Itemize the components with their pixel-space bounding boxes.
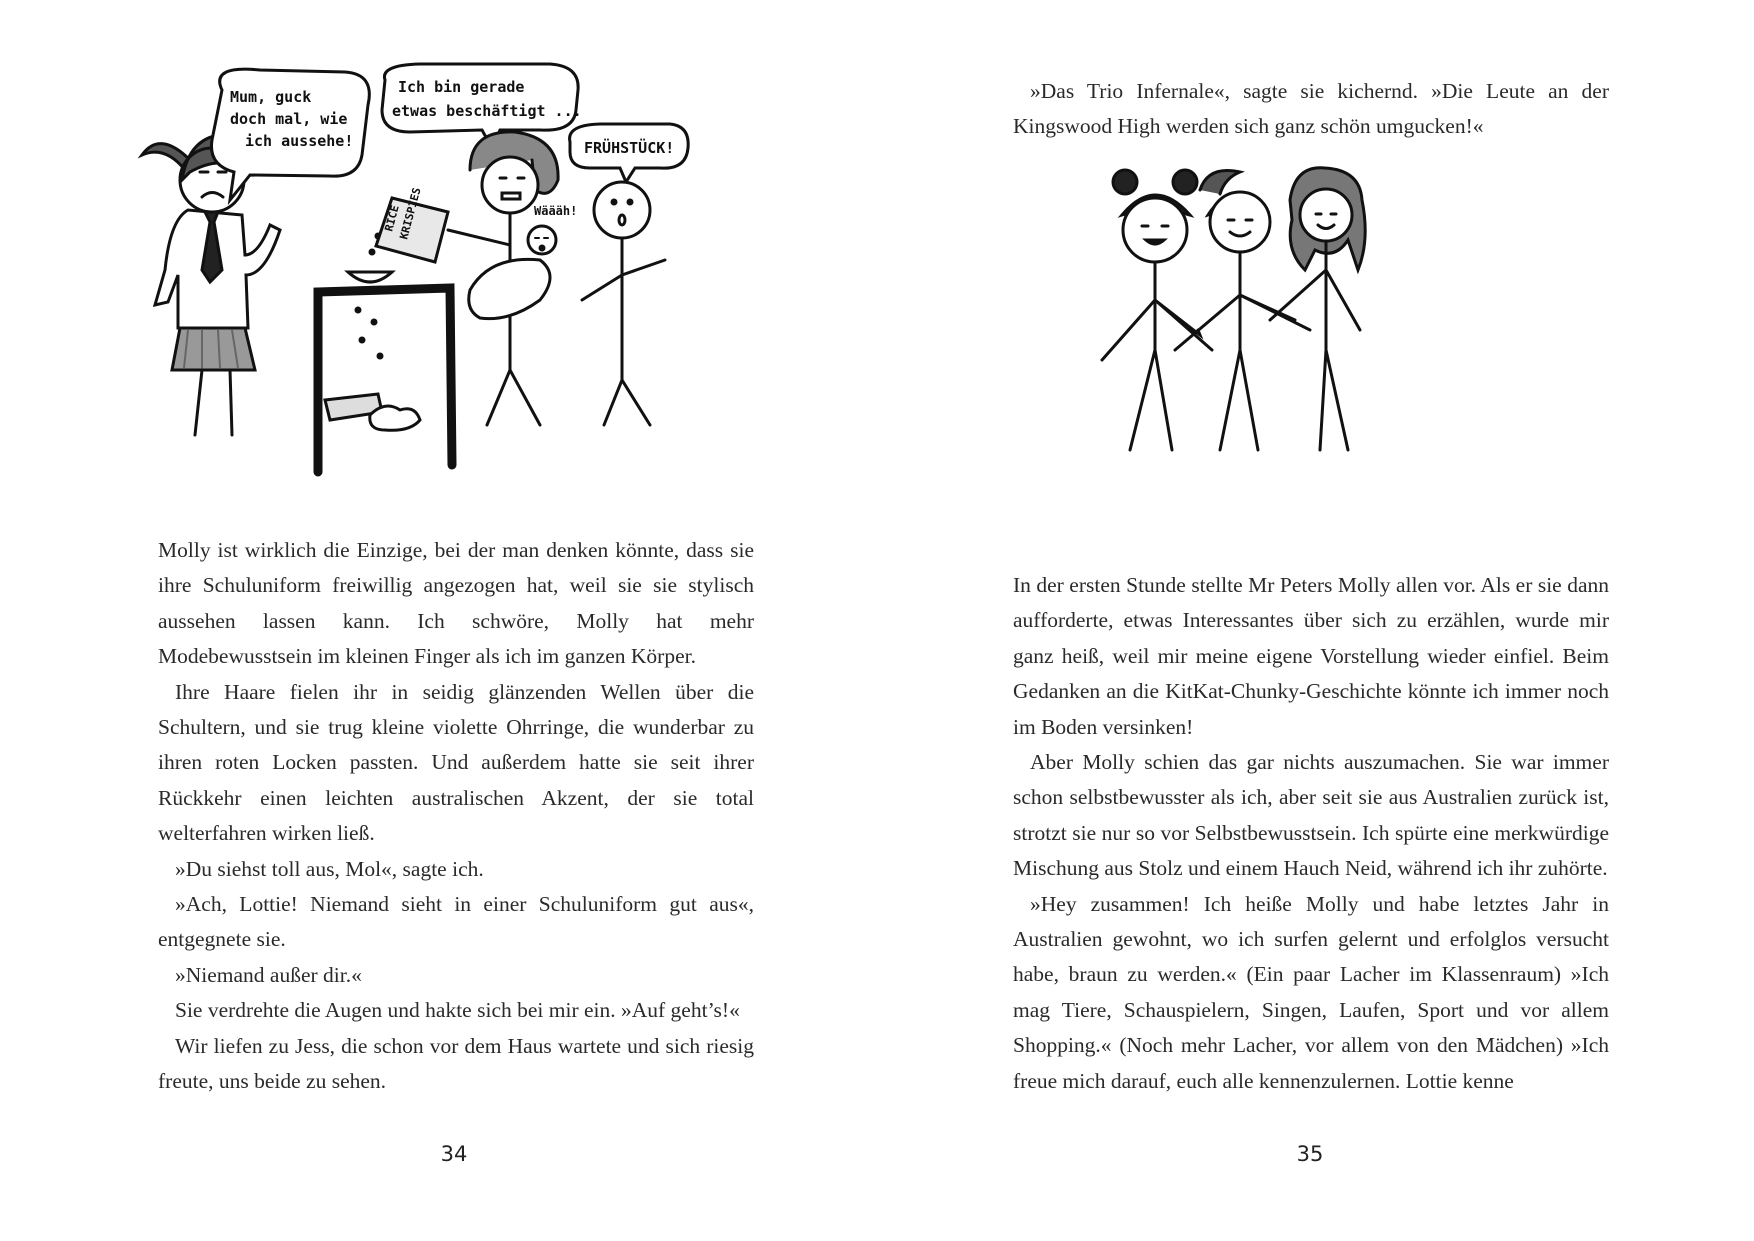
paragraph: In der ersten Stunde stellte Mr Peters Molly allen vor. Als er sie dann aufforderte, etwas Interessantes über sich zu erzählen, wurde mir ganz heiß, weil mir meine eigene Vorstellung wieder einfiel. Beim Gedanken an die KitKat-Chunky-Geschichte könnte ich immer noch im Boden versinken! [1013,573,1609,739]
trio-girls-illustration [1080,160,1480,540]
speech-bubble-mum [211,69,369,200]
paragraph: Molly ist wirklich die Einzige, bei der man denken könnte, dass sie ihre Schuluniform freiwillig angezogen hat, weil sie sie stylisch aussehen lassen kann. Ich schwöre, Molly hat mehr Modebewusstsein im kleinen Finger als ich im ganzen Körper. [158,538,754,669]
table-drawing [318,288,452,472]
bubble-mum-line-3: ich aussehe! [245,132,354,150]
paragraph: »Niemand außer dir.« [175,962,362,987]
bubble-mum-line-1: Mum, guck [230,88,312,106]
cereal-box-label-2: KRISPIES [397,186,424,241]
paragraph: Sie verdrehte die Augen und hakte sich bei mir ein. »Auf geht’s!« [175,998,740,1023]
bubble-busy-line-2: etwas beschäftigt ... [392,102,582,120]
bubble-mum-line-2: doch mal, wie [230,110,348,128]
rice-krispies-box [376,186,448,262]
dad-figure [582,182,665,425]
speech-bubble-breakfast [570,124,689,182]
paragraph: »Du siehst toll aus, Mol«, sagte ich. [175,856,484,881]
paragraph: Wir liefen zu Jess, die schon vor dem Haus wartete und sich riesig freute, uns beide zu sehen. [158,1033,754,1094]
bubble-breakfast-text: FRÜHSTÜCK! [584,139,675,157]
right-page-top-text [1013,74,1609,145]
speech-bubble-busy [382,64,582,148]
page-number-right: 35 [1296,1142,1324,1166]
girl-with-buns-figure [1102,170,1212,450]
girl-in-uniform-figure [142,135,280,435]
paragraph: »Ach, Lottie! Niemand sieht in einer Schuluniform gut aus«, entgegnete sie. [158,892,754,952]
paragraph: »Das Trio Infernale«, sagte sie kichernd. »Die Leute an der Kingswood High werden sich ganz schön umgucken!« [1013,79,1609,139]
right-page [877,0,1754,1241]
baby-cry-text: Wäääh! [534,204,578,218]
page-number-left: 34 [440,1142,468,1166]
paragraph: »Hey zusammen! Ich heiße Molly und habe letztes Jahr in Australien gewohnt, wo ich surfen gelernt und erfolglos versucht habe, braun zu werden.« (Ein paar Lacher im Klassenraum) »Ich mag Tiere, Schauspielern, Singen, Laufen, Sport und vor allem Shopping.« (Noch mehr Lacher, vor allem von den Mädchen) »Ich freue mich darauf, euch alle kennenzulernen. Lottie kenne [1013,891,1609,1093]
left-page-text [158,533,754,1100]
right-page-text [1013,568,1609,1099]
bubble-busy-line-1: Ich bin gerade [398,78,525,96]
spilled-milk-drawing [325,394,420,430]
paragraph: Aber Molly schien das gar nichts auszumachen. Sie war immer schon selbstbewusster als ich, aber seit sie aus Australien zurück ist, strotzt sie nur so vor Selbstbewusstsein. Ich spürte eine merkwürdige Mischung aus Stolz und einem Hauch Neid, während ich ihr zuhörte. [1013,750,1609,881]
paragraph: Ihre Haare fielen ihr in seidig glänzenden Wellen über die Schultern, und sie trug kleine violette Ohrringe, die wunderbar zu ihren roten Locken passten. Und außerdem hatte sie seit ihrer Rückkehr einen leichten australischen Akzent, der sie total welterfahren wirken ließ. [158,679,754,846]
family-breakfast-illustration [130,60,770,500]
cereal-box-label-1: RICE [382,203,402,233]
girl-with-long-hair-figure [1270,168,1365,450]
mum-figure [448,132,558,425]
